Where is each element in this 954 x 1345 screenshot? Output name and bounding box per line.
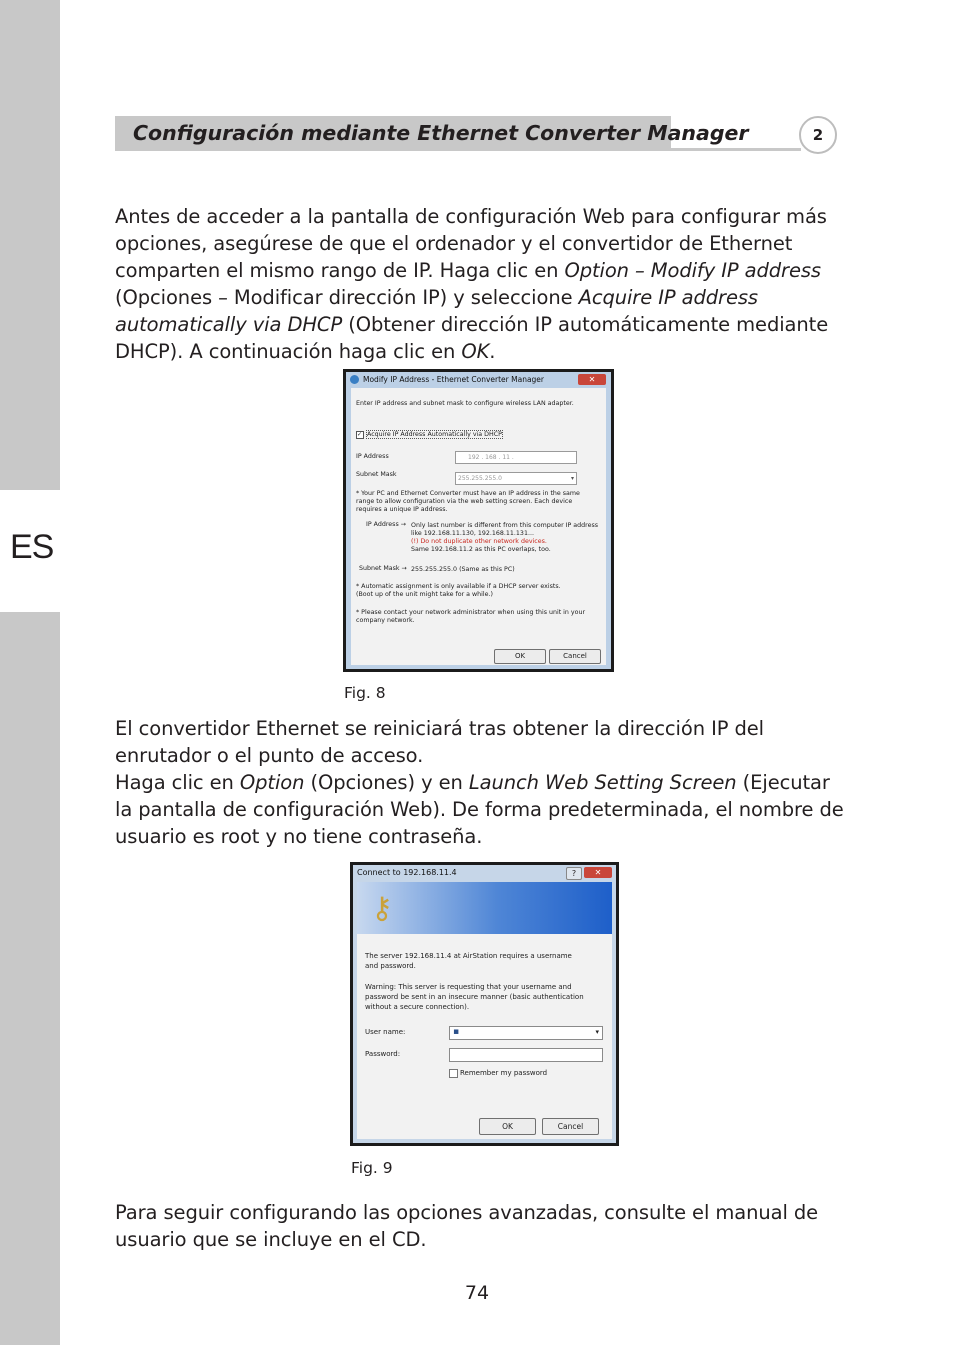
- login-banner: [357, 882, 612, 934]
- window-titlebar: [353, 865, 616, 881]
- note-line: Only last number is different from this computer IP address: [411, 522, 599, 529]
- remember-label[interactable]: Remember my password: [460, 1069, 548, 1077]
- note-line: company network.: [356, 617, 415, 624]
- note-line: (Boot up of the unit might take for a while.): [356, 591, 494, 598]
- note-line: requires a unique IP address.: [356, 506, 448, 513]
- closing-paragraph: Para seguir configurando las opciones avanzadas, consulte el manual de usuario que se incluye en el CD.: [115, 1201, 819, 1251]
- intro-text: Enter IP address and subnet mask to configure wireless LAN adapter.: [356, 400, 574, 407]
- close-icon[interactable]: ✕: [578, 374, 606, 385]
- text-run: (Obtener dirección IP automáticamente mediante DHCP). A continuación haga clic en: [115, 313, 829, 363]
- note-line: * Your PC and Ethernet Converter must have an IP address in the same: [356, 490, 580, 497]
- fig9-caption: Fig. 9: [351, 1159, 393, 1177]
- chapter-badge: 2: [799, 116, 837, 154]
- keys-icon: ⚷: [371, 891, 393, 926]
- text-run: (Opciones) y en: [304, 771, 469, 794]
- message-line: The server 192.168.11.4 at AirStation requires a username: [365, 952, 572, 960]
- option-emphasis: Acquire IP address automatically via DHCP: [115, 286, 758, 336]
- modify-ip-window: [346, 372, 611, 669]
- dhcp-checkbox[interactable]: ✓: [357, 431, 363, 438]
- fig8-caption: Fig. 8: [344, 684, 386, 702]
- page-number: 74: [464, 1282, 490, 1304]
- connect-window: [353, 865, 616, 1143]
- text-run: (Ejecutar la pantalla de configuración Web). De forma predeterminada, el nombre de usuario es root y no tiene contraseña.: [115, 771, 844, 848]
- intro-paragraph: [115, 203, 845, 365]
- mask-arrow-label: Subnet Mask →: [359, 565, 407, 572]
- sidebar-lower: [0, 612, 60, 1345]
- ip-label: IP Address: [356, 453, 389, 460]
- username-label: User name:: [365, 1028, 406, 1036]
- launch-paragraph: [115, 769, 845, 850]
- ip-address-field[interactable]: [455, 451, 577, 464]
- warning-line: Warning: This server is requesting that your username and: [365, 983, 572, 991]
- window-title: Modify IP Address - Ethernet Converter Manager: [363, 375, 544, 384]
- note-line: * Please contact your network administrator when using this unit in your: [356, 609, 586, 616]
- restart-paragraph: El convertidor Ethernet se reiniciará tras obtener la dirección IP del enrutador o el punto de acceso.: [115, 717, 764, 767]
- ok-emphasis: OK: [461, 340, 490, 363]
- text-run: .: [489, 340, 496, 363]
- note-line: range to allow configuration via the web setting screen. Each device: [356, 498, 573, 505]
- mask-value: 255.255.255.0: [458, 475, 502, 482]
- password-input[interactable]: [449, 1048, 603, 1062]
- fig8-screenshot: [343, 369, 614, 672]
- remember-checkbox[interactable]: [449, 1069, 458, 1078]
- note-line: 255.255.255.0 (Same as this PC): [411, 566, 515, 573]
- username-input[interactable]: [449, 1026, 603, 1040]
- close-icon[interactable]: ✕: [584, 867, 612, 878]
- ok-button[interactable]: OK: [479, 1118, 536, 1135]
- app-icon: [350, 375, 359, 384]
- option-emphasis: Option: [239, 771, 305, 794]
- mask-label: Subnet Mask: [356, 471, 397, 478]
- chevron-down-icon: ▾: [570, 475, 574, 482]
- warning-line: (!) Do not duplicate other network devices.: [411, 538, 547, 545]
- warning-line: without a secure connection).: [365, 1003, 470, 1011]
- text-run: Antes de acceder a la pantalla de configuración Web para configurar más opciones, asegúrese de que el ordenador y el convertidor de Ethernet comparten el mismo rango de IP. Haga clic en: [115, 205, 827, 282]
- sidebar-upper: [0, 0, 60, 490]
- menu-path-emphasis: Option – Modify IP address: [564, 259, 821, 282]
- window-title: Connect to 192.168.11.4: [357, 868, 457, 877]
- note-line: like 192.168.11.130, 192.168.11.131...: [411, 530, 534, 537]
- warning-line: password be sent in an insecure manner (basic authentication: [365, 993, 584, 1001]
- ok-button[interactable]: OK: [494, 649, 546, 664]
- ip-value: 192 . 168 . 11 .: [468, 454, 514, 461]
- subnet-mask-select[interactable]: [455, 472, 577, 485]
- dhcp-checkbox-label[interactable]: Acquire IP Address Automatically via DHCP: [367, 431, 502, 438]
- dialog-body: [357, 882, 612, 1139]
- user-icon: ▪: [453, 1027, 460, 1037]
- ip-arrow-label: IP Address →: [366, 521, 407, 528]
- text-run: Haga clic en: [115, 771, 240, 794]
- section-title: Configuración mediante Ethernet Converter Manager: [133, 121, 749, 145]
- fig9-screenshot: [350, 862, 619, 1146]
- window-titlebar: [346, 372, 611, 387]
- language-tab: ES: [10, 528, 54, 566]
- chevron-down-icon: ▾: [595, 1028, 599, 1036]
- note-line: * Automatic assignment is only available if a DHCP server exists.: [356, 583, 561, 590]
- dialog-body: [351, 388, 606, 665]
- launch-emphasis: Launch Web Setting Screen: [468, 771, 737, 794]
- header-rule: [671, 148, 801, 151]
- help-icon[interactable]: ?: [566, 867, 582, 880]
- cancel-button[interactable]: Cancel: [549, 649, 601, 664]
- text-run: (Opciones – Modificar dirección IP) y seleccione: [115, 286, 579, 309]
- note-line: Same 192.168.11.2 as this PC overlaps, too.: [411, 546, 551, 553]
- password-label: Password:: [365, 1050, 401, 1058]
- cancel-button[interactable]: Cancel: [542, 1118, 599, 1135]
- message-line: and password.: [365, 962, 416, 970]
